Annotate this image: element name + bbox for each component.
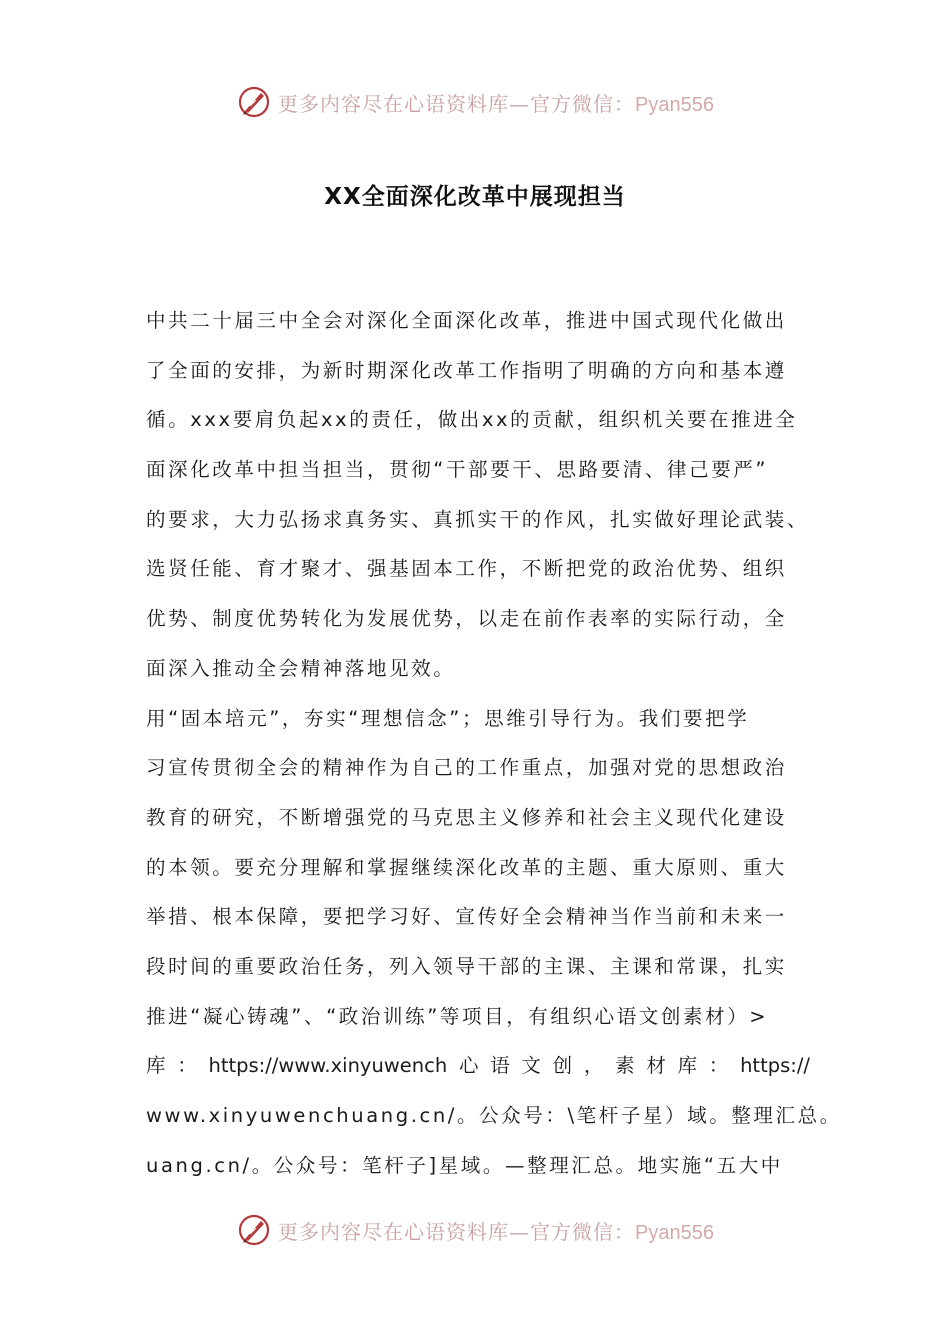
document-title: XX全面深化改革中展现担当 [324,184,626,210]
justified-token: 库 [677,1054,698,1078]
watermark-wechat-id: Pyan556 [635,93,714,116]
watermark-text: 更多内容尽在心语资料库—官方微信：Pyan556 [278,91,714,116]
document-body [146,296,842,1190]
quill-pen-icon [236,84,272,120]
justified-token: 心 [458,1054,479,1078]
quill-pen-icon [236,1212,272,1248]
justified-token: 文 [521,1054,541,1078]
paragraph-line: 用“固本培元”，夯实“理想信念”；思维引导行为。我们要把学 [146,706,750,730]
justified-token: https:// [740,1054,810,1078]
justified-token: https://www.xinyuwench [208,1054,448,1078]
justified-token: 素 [615,1054,635,1078]
paragraph-line: 了全面的安排，为新时期深化改革工作指明了明确的方向和基本遵 [146,358,787,382]
paragraph-line: 面深化改革中担当担当，贯彻“干部要干、思路要清、律己要严” [146,458,769,482]
justified-token: ， [583,1054,604,1078]
paragraph-line: 的本领。要充分理解和掌握继续深化改革的主题、重大原则、重大 [146,855,787,879]
justified-token: 语 [490,1054,510,1078]
justified-token: 材 [646,1054,666,1078]
paragraph-line: 教育的研究，不断增强党的马克思主义修养和社会主义现代化建设 [146,805,787,829]
paragraph-line: 推进“凝心铸魂”、“政治训练”等项目，有组织心语文创素材）> [146,1004,769,1028]
paragraph-line: 段时间的重要政治任务，列入领导干部的主课、主课和常课，扎实 [146,954,787,978]
paragraph-line: www.xinyuwenchuang.cn/。公众号：\笔杆子星）域。整理汇总。 [146,1104,842,1127]
paragraph-line: 选贤任能、育才聚才、强基固本工作，不断把党的政治优势、组织 [146,557,787,581]
watermark-wechat-id: Pyan556 [635,1221,714,1244]
justified-token: 创 [552,1054,573,1078]
header-watermark [0,80,950,124]
paragraph-line: 面深入推动全会精神落地见效。 [146,656,456,680]
paragraph-line: 中共二十届三中全会对深化全面深化改革，推进中国式现代化做出 [146,309,787,332]
paragraph-line: 习宣传贯彻全会的精神作为自己的工作重点，加强对党的思想政治 [146,756,787,780]
paragraph-line: uang.cn/。公众号：笔杆子]星域。—整理汇总。地实施“五大中 [146,1153,783,1177]
justified-token: ： [708,1054,729,1078]
paragraph-line-justified [146,1041,810,1091]
footer-watermark [0,1208,950,1252]
justified-token: 库 [146,1054,166,1078]
watermark-text: 更多内容尽在心语资料库—官方微信：Pyan556 [278,1219,714,1244]
paragraph-line: 循。xxx要肩负起xx的责任，做出xx的贡献，组织机关要在推进全 [146,408,798,432]
paragraph-line: 的要求，大力弘扬求真务实、真抓实干的作风，扎实做好理论武装、 [146,507,810,531]
paragraph-line: 举措、根本保障，要把学习好、宣传好全会精神当作当前和未来一 [146,905,787,929]
justified-token: ： [177,1054,197,1078]
paragraph-line: 优势、制度优势转化为发展优势，以走在前作表率的实际行动，全 [146,607,787,631]
